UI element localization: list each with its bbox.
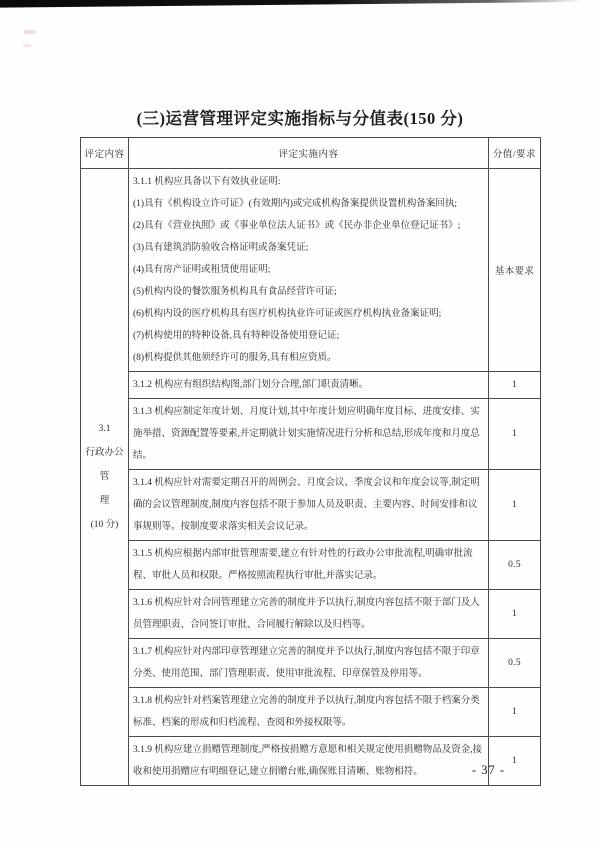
content-line: (5)机构内设的餐饮服务机构具有食品经营许可证; bbox=[133, 287, 337, 297]
row-value: 1 bbox=[489, 470, 541, 541]
row-value: 基本要求 bbox=[489, 169, 541, 372]
row-content bbox=[129, 169, 489, 372]
content-line: (2)具有《营业执照》或《事业单位法人证书》或《民办非企业单位登记证书》; bbox=[133, 221, 461, 231]
content-line: (6)机构内设的医疗机构具有医疗机构执业许可证或医疗机构执业备案证明; bbox=[133, 309, 442, 319]
scan-artifact-top-bar bbox=[0, 0, 600, 8]
content-line: (3)具有建筑消防验收合格证明或备案凭证; bbox=[133, 243, 309, 253]
page-title: (三)运营管理评定实施指标与分值表(150 分) bbox=[136, 109, 464, 128]
evaluation-table bbox=[80, 137, 541, 786]
scan-artifact-speck bbox=[23, 44, 31, 47]
row-value: 1 bbox=[489, 372, 541, 399]
category-line: 理 bbox=[99, 496, 110, 506]
row-value: 1 bbox=[489, 737, 541, 786]
category-cell bbox=[81, 169, 129, 786]
row-content bbox=[129, 590, 489, 639]
content-line: 3.1.4 机构应针对需要定期召开的周例会、月度会议、季度会议和年度会议等,制定明确的会议管理制度,制度内容包括不限于参加人员及职责、主要内容、时间安排和议事规则等。按制度要求落实相关会议记录。 bbox=[133, 478, 480, 532]
table-row bbox=[81, 372, 541, 399]
header-evaluation-content: 评定内容 bbox=[81, 138, 129, 169]
row-content bbox=[129, 399, 489, 470]
table-row bbox=[81, 541, 541, 590]
table-row bbox=[81, 169, 541, 372]
row-value: 0.5 bbox=[489, 639, 541, 688]
content-line: (1)具有《机构设立许可证》(有效期内)或完成机构备案提供设置机构备案回执; bbox=[133, 199, 458, 209]
table-row bbox=[81, 470, 541, 541]
row-content bbox=[129, 737, 489, 786]
category-line: 3.1 bbox=[98, 424, 111, 434]
row-content bbox=[129, 541, 489, 590]
table-row bbox=[81, 737, 541, 786]
table-header-row bbox=[81, 138, 541, 169]
table-row bbox=[81, 639, 541, 688]
row-value: 0.5 bbox=[489, 541, 541, 590]
table-row bbox=[81, 399, 541, 470]
header-score-requirement: 分值/要求 bbox=[489, 138, 541, 169]
content-line: 3.1.2 机构应有组织结构图,部门划分合理,部门职责清晰。 bbox=[133, 380, 369, 390]
row-content bbox=[129, 639, 489, 688]
table-body bbox=[81, 169, 541, 786]
row-value: 1 bbox=[489, 590, 541, 639]
row-content bbox=[129, 470, 489, 541]
header-implementation-content: 评定实施内容 bbox=[129, 138, 489, 169]
content-line: 3.1.3 机构应制定年度计划、月度计划,其中年度计划应明确年度目标、进度安排、实施举措、资源配置等要素,并定期就计划实施情况进行分析和总结,形成年度和月度总结。 bbox=[133, 407, 480, 461]
content-line: 3.1.6 机构应针对合同管理建立完善的制度并予以执行,制度内容包括不限于部门及人员管理职责、合同签订审批、合同履行解除以及归档等。 bbox=[133, 598, 480, 630]
category-line: 行政办公管 bbox=[85, 448, 124, 482]
content-line: 3.1.7 机构应针对内部印章管理建立完善的制度并予以执行,制度内容包括不限于印章分类、使用范围、部门管理职责、使用审批流程、印章保管及停用等。 bbox=[133, 647, 480, 679]
row-content bbox=[129, 372, 489, 399]
row-value: 1 bbox=[489, 399, 541, 470]
content-line: 3.1.8 机构应针对档案管理建立完善的制度并予以执行,制度内容包括不限于档案分类标准、档案的形成和归档流程、查阅和外接权限等。 bbox=[133, 696, 480, 728]
table-row bbox=[81, 688, 541, 737]
content-line: (4)具有房产证明或租赁使用证明; bbox=[133, 265, 271, 275]
table-row bbox=[81, 590, 541, 639]
content-line: 3.1.5 机构应根据内部审批管理需要,建立有针对性的行政办公审批流程,明确审批流程、审批人员和权限。严格按照流程执行审批,并落实记录。 bbox=[133, 549, 473, 581]
scan-artifact-speck bbox=[24, 30, 36, 34]
content-line: (7)机构使用的特种设备,具有特种设备使用登记证; bbox=[133, 331, 340, 341]
row-content bbox=[129, 688, 489, 737]
page-number: - 37 - bbox=[471, 763, 505, 777]
category-line: (10 分) bbox=[90, 520, 119, 530]
row-value: 1 bbox=[489, 688, 541, 737]
content-line: 3.1.9 机构应建立捐赠管理制度,严格按捐赠方意愿和相关规定使用捐赠物品及资金,接收和使用捐赠应有明细登记,建立捐赠台账,确保账目清晰、账物相符。 bbox=[133, 745, 483, 777]
content-line: 3.1.1 机构应具备以下有效执业证明: bbox=[133, 177, 281, 187]
content-line: (8)机构提供其他须经许可的服务,具有相应资质。 bbox=[133, 353, 337, 363]
